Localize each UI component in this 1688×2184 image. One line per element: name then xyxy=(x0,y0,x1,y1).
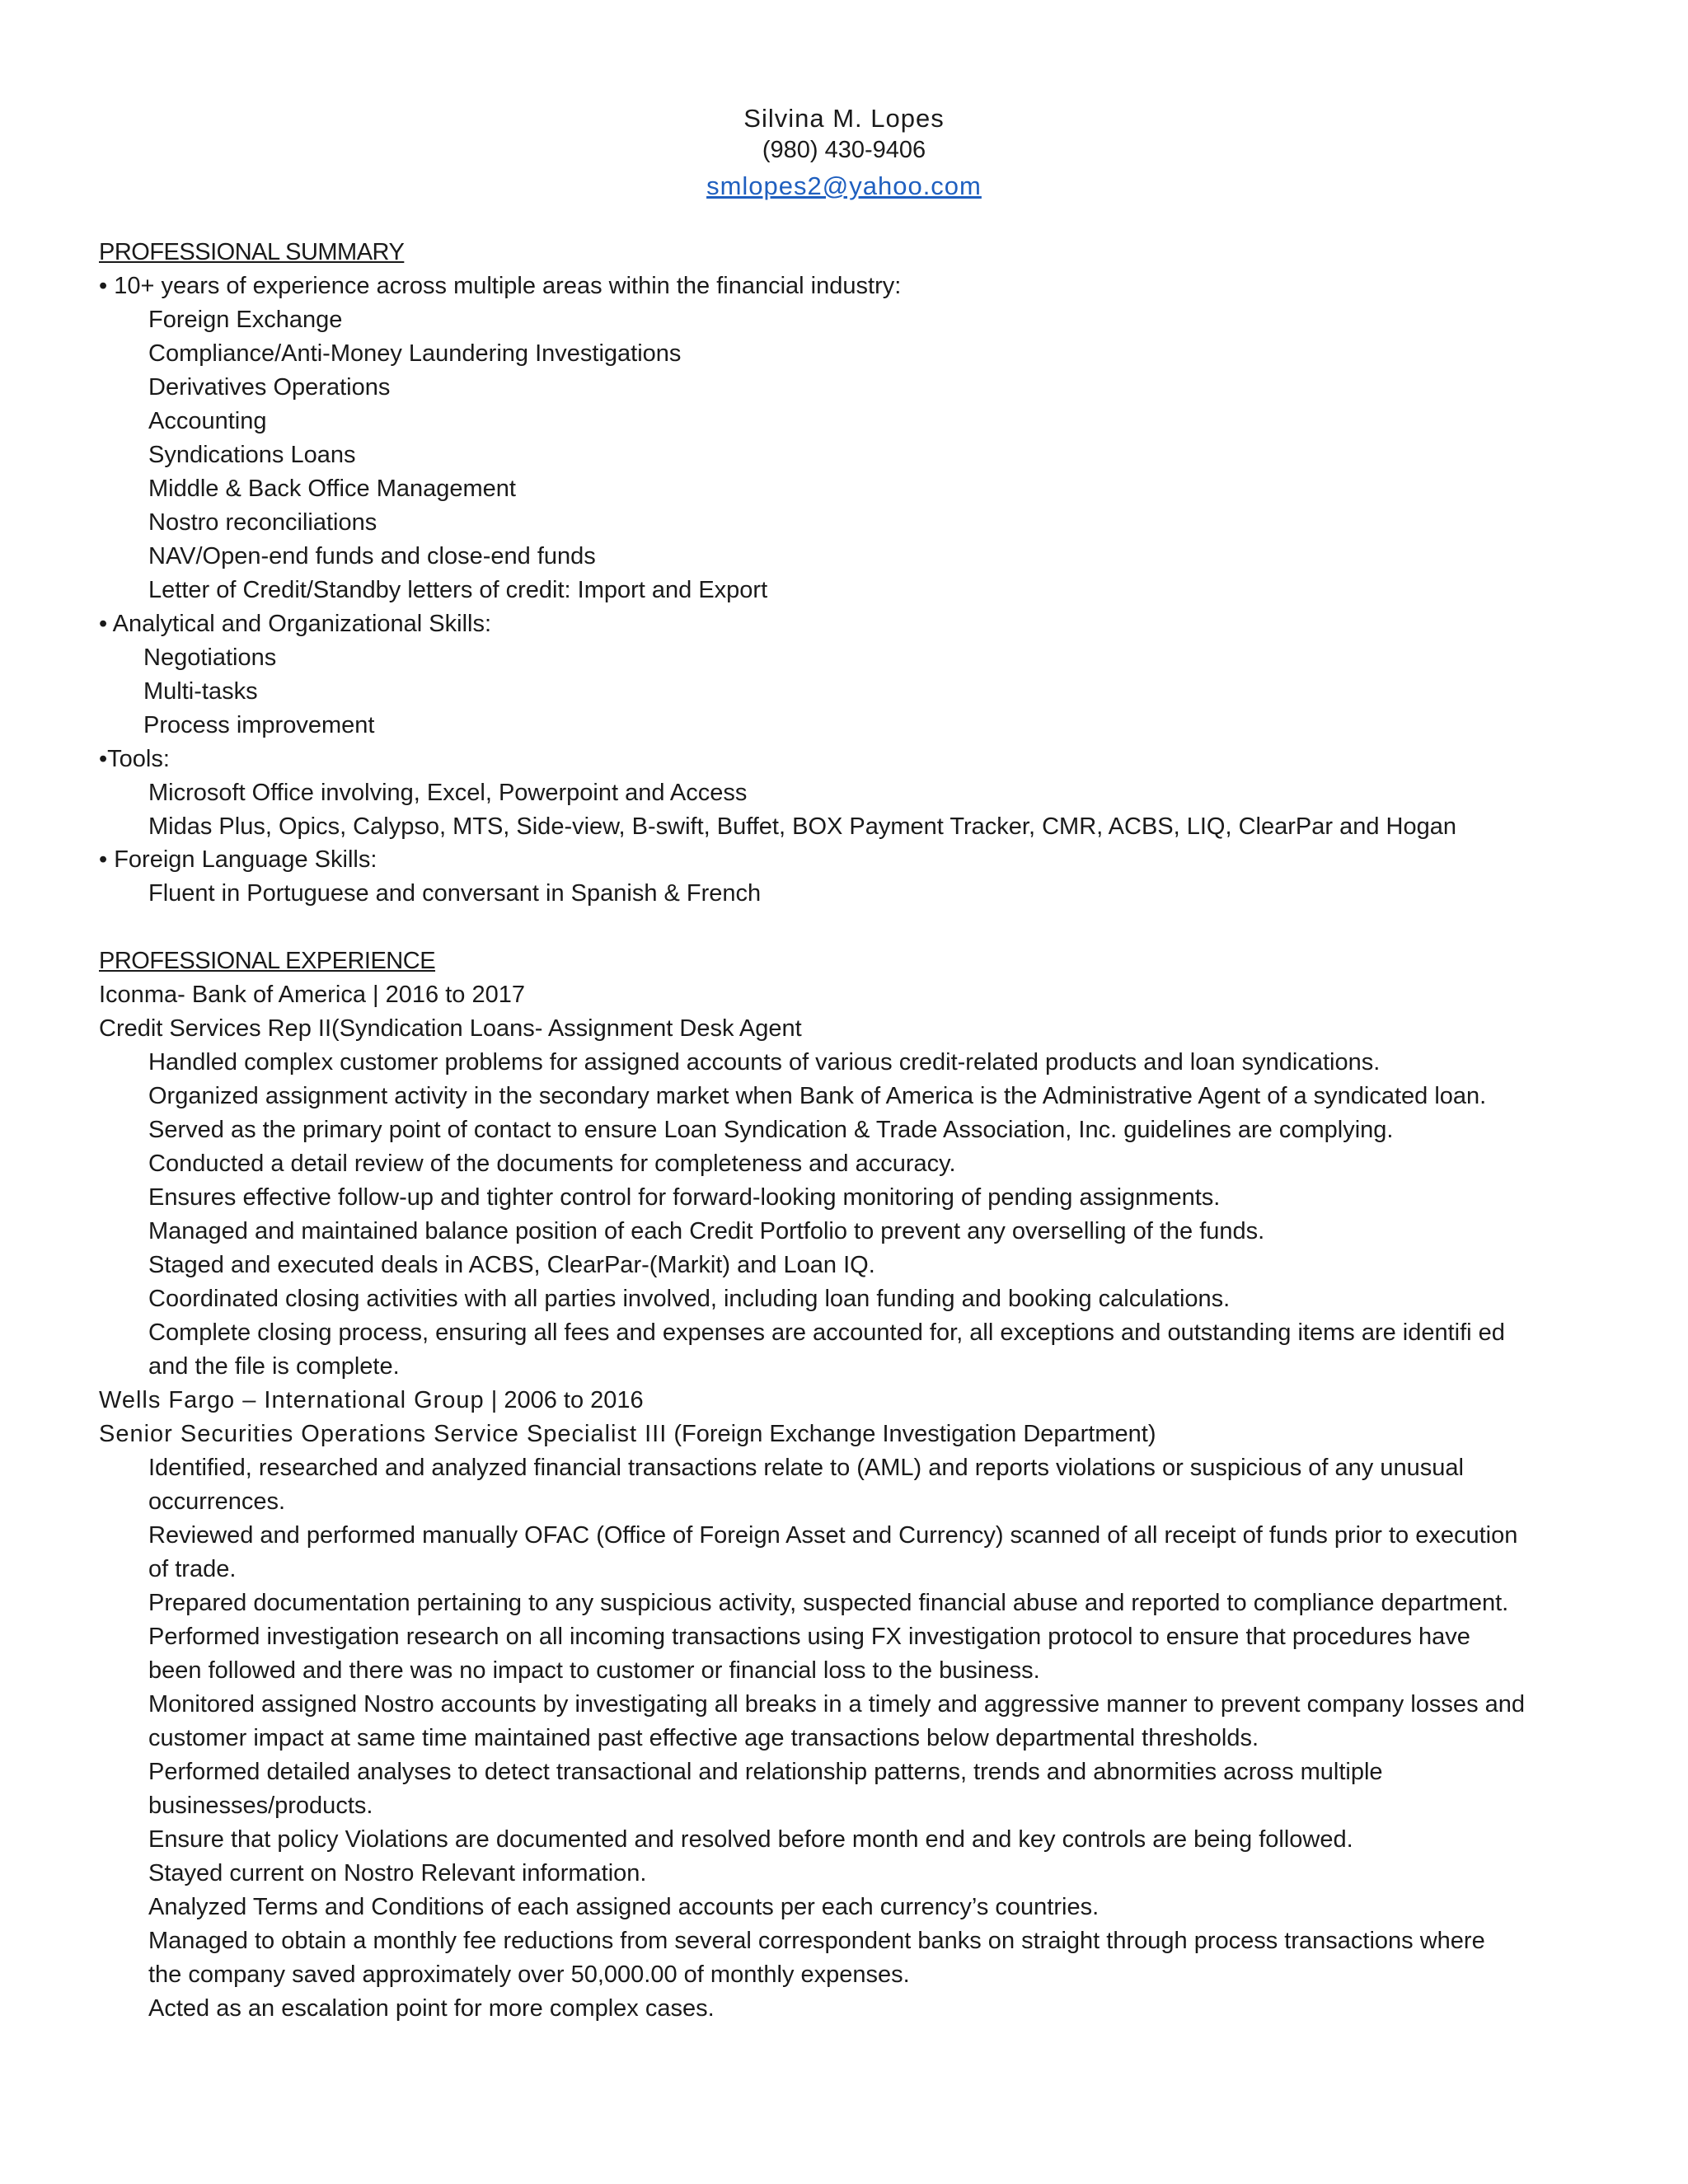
summary-bullet-languages: • Foreign Language Skills: xyxy=(99,846,377,873)
skill-item: Process improvement xyxy=(143,712,375,738)
area-item: Accounting xyxy=(148,408,267,434)
job2-duty: Identified, researched and analyzed financial transactions relate to (AML) and reports violations or suspicious of any unusual xyxy=(148,1455,1464,1481)
summary-heading: PROFESSIONAL SUMMARY xyxy=(99,239,405,265)
job2-duty: customer impact at same time maintained past effective age transactions below departmental thresholds. xyxy=(148,1725,1259,1751)
job2-title-detail: (Foreign Exchange Investigation Department) xyxy=(667,1421,1156,1447)
summary-bullet-skills: • Analytical and Organizational Skills: xyxy=(99,611,492,637)
job1-duty: Managed and maintained balance position of each Credit Portfolio to prevent any overselling of the funds. xyxy=(148,1218,1265,1244)
area-item: Foreign Exchange xyxy=(148,307,343,333)
job2-title-line xyxy=(99,1419,1156,1449)
tool-item: Midas Plus, Opics, Calypso, MTS, Side-view, B-swift, Buffet, BOX Payment Tracker, CMR, ACBS, LIQ, ClearPar and Hogan xyxy=(148,813,1456,840)
job1-title: Credit Services Rep II xyxy=(99,1015,332,1042)
job2-company: Wells Fargo – International Group xyxy=(99,1387,485,1413)
skill-item: Multi-tasks xyxy=(143,678,258,705)
job2-duty: Performed detailed analyses to detect transactional and relationship patterns, trends and abnormities across multiple xyxy=(148,1759,1383,1785)
job2-header xyxy=(99,1385,644,1415)
area-item: Middle & Back Office Management xyxy=(148,476,516,502)
job1-duty: Served as the primary point of contact to ensure Loan Syndication & Trade Association, Inc. guidelines are complying. xyxy=(148,1117,1394,1143)
experience-heading: PROFESSIONAL EXPERIENCE xyxy=(99,948,436,974)
job2-duty: Reviewed and performed manually OFAC (Office of Foreign Asset and Currency) scanned of all receipt of funds prior to execution xyxy=(148,1522,1518,1549)
job2-duty: occurrences. xyxy=(148,1488,286,1515)
skill-item: Negotiations xyxy=(143,644,277,671)
job2-duty: Monitored assigned Nostro accounts by investigating all breaks in a timely and aggressive manner to prevent company losses and xyxy=(148,1691,1526,1718)
job2-duty: Managed to obtain a monthly fee reductions from several correspondent banks on straight through process transactions where xyxy=(148,1928,1485,1954)
job1-duty: Handled complex customer problems for assigned accounts of various credit-related products and loan syndications. xyxy=(148,1049,1381,1076)
job2-dates: | 2006 to 2016 xyxy=(484,1387,644,1413)
job1-company: Iconma- Bank of America xyxy=(99,982,366,1008)
job2-duty: Stayed current on Nostro Relevant information. xyxy=(148,1860,647,1886)
job1-duty: Coordinated closing activities with all parties involved, including loan funding and booking calculations. xyxy=(148,1286,1231,1312)
job2-duty: Performed investigation research on all incoming transactions using FX investigation protocol to ensure that procedures have xyxy=(148,1624,1470,1650)
summary-bullet-experience: • 10+ years of experience across multiple areas within the financial industry: xyxy=(99,273,902,299)
job2-duty: Ensure that policy Violations are documented and resolved before month end and key controls are being followed. xyxy=(148,1826,1353,1853)
area-item: Compliance/Anti-Money Laundering Investigations xyxy=(148,340,682,367)
area-item: Derivatives Operations xyxy=(148,374,391,401)
area-item: NAV/Open-end funds and close-end funds xyxy=(148,543,596,569)
summary-bullet-tools: •Tools: xyxy=(99,746,170,772)
job1-title-detail: (Syndication Loans- Assignment Desk Agent xyxy=(331,1015,802,1042)
area-item: Letter of Credit/Standby letters of credit: Import and Export xyxy=(148,577,768,603)
email-link[interactable]: smlopes2@yahoo.com xyxy=(706,171,982,200)
job1-duty: Ensures effective follow-up and tighter control for forward-looking monitoring of pending assignments. xyxy=(148,1184,1221,1211)
job2-title: Senior Securities Operations Service Specialist III xyxy=(99,1421,668,1447)
job2-duty: the company saved approximately over 50,000.00 of monthly expenses. xyxy=(148,1961,910,1988)
candidate-name: Silvina M. Lopes xyxy=(743,104,945,133)
job2-duty: Analyzed Terms and Conditions of each assigned accounts per each currency’s countries. xyxy=(148,1894,1100,1920)
job1-header xyxy=(99,980,525,1010)
job2-duty: been followed and there was no impact to customer or financial loss to the business. xyxy=(148,1657,1040,1684)
job2-duty: Acted as an escalation point for more complex cases. xyxy=(148,1995,715,2022)
job1-duty: Organized assignment activity in the secondary market when Bank of America is the Administrative Agent of a syndicated loan. xyxy=(148,1083,1487,1109)
job2-duty: Prepared documentation pertaining to any suspicious activity, suspected financial abuse and reported to compliance department. xyxy=(148,1590,1509,1616)
area-item: Nostro reconciliations xyxy=(148,509,377,536)
job1-duty: and the file is complete. xyxy=(148,1353,400,1380)
job2-duty: of trade. xyxy=(148,1556,237,1582)
phone-number: (980) 430-9406 xyxy=(762,137,926,163)
language-item: Fluent in Portuguese and conversant in Spanish & French xyxy=(148,880,762,907)
job2-duty: businesses/products. xyxy=(148,1793,373,1819)
tool-item: Microsoft Office involving, Excel, Powerpoint and Access xyxy=(148,780,748,806)
area-item: Syndications Loans xyxy=(148,442,356,468)
job1-duty: Staged and executed deals in ACBS, ClearPar-(Markit) and Loan IQ. xyxy=(148,1252,875,1278)
job1-duty: Conducted a detail review of the documents for completeness and accuracy. xyxy=(148,1151,956,1177)
job1-duty: Complete closing process, ensuring all fees and expenses are accounted for, all exceptions and outstanding items are identifi ed xyxy=(148,1319,1505,1346)
job1-title-line xyxy=(99,1014,802,1043)
job1-dates: | 2016 to 2017 xyxy=(365,982,525,1008)
